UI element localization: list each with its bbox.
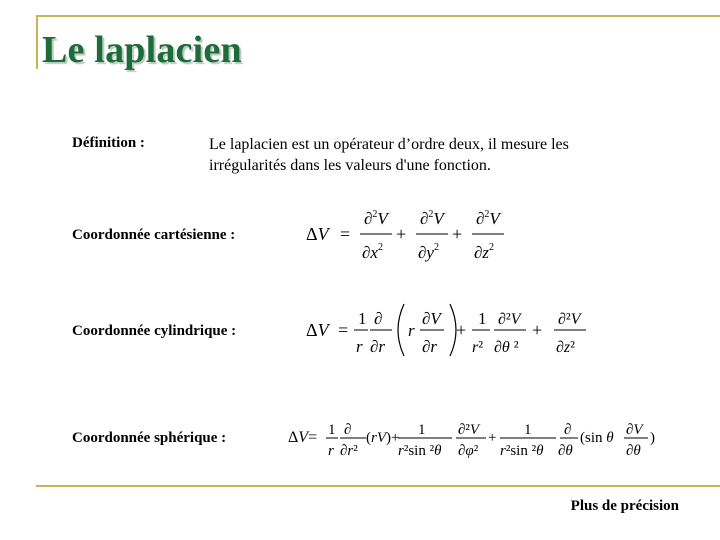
svg-text:(sin θ: (sin θ [580, 430, 614, 446]
svg-text:=: = [340, 224, 351, 244]
svg-text:∂2V: ∂$^2$V [364, 209, 388, 228]
svg-text:∂r²: ∂r² [340, 443, 358, 459]
svg-text:∂φ²: ∂φ² [458, 443, 479, 459]
svg-text:r²sin ²θ: r²sin ²θ [398, 443, 442, 459]
more-precision-link[interactable]: Plus de précision [570, 498, 679, 514]
svg-text:1: 1 [478, 309, 487, 328]
cartesian-label: Coordonnée cartésienne : [72, 227, 236, 243]
cylindrical-label: Coordonnée cylindrique : [72, 323, 237, 339]
svg-text:ΔV=: ΔV= [288, 429, 318, 446]
svg-text:∂x2: $\partial x^2$ [362, 242, 383, 262]
svg-text:∂θ: ∂θ [626, 443, 641, 459]
svg-text:1: 1 [328, 422, 336, 438]
spherical-label: Coordonnée sphérique : [72, 430, 227, 446]
cylindrical-formula [300, 296, 590, 367]
svg-text:∂z2: $\partial z^2$ [474, 242, 495, 262]
svg-text:∂z²: ∂z² [556, 339, 575, 356]
svg-text:(rV)+: (rV)+ [366, 430, 400, 446]
svg-text:∂θ ²: ∂θ ² [494, 339, 519, 356]
svg-text:r: r [328, 443, 334, 459]
definition-label: Définition : [72, 135, 145, 151]
svg-text:∂2V: ∂$^2$V [420, 209, 444, 228]
svg-text:∂²V: ∂²V [558, 311, 581, 328]
definition-text: Le laplacien est un opérateur d’ordre deux, il mesure les irrégularités dans les valeurs d'une fonction. [209, 136, 569, 174]
top-rule [36, 15, 720, 17]
svg-text:∂²V: ∂²V [498, 311, 521, 328]
spherical-formula [286, 414, 676, 469]
svg-text:r²sin ²θ: r²sin ²θ [500, 443, 544, 459]
svg-text:+: + [488, 430, 497, 446]
svg-text:ΔV: ΔV [306, 224, 329, 244]
svg-text:∂²V: ∂²V [458, 422, 480, 438]
svg-text:∂y2: $\partial y^2$ [418, 242, 439, 262]
left-rule [36, 15, 38, 69]
svg-text:∂V: ∂V [422, 309, 441, 328]
svg-text:1: 1 [418, 422, 426, 438]
svg-text:1: 1 [524, 422, 532, 438]
svg-text:∂r: ∂r [370, 337, 386, 356]
svg-text:∂r: ∂r [422, 337, 438, 356]
slide-title: Le laplacien [42, 29, 242, 71]
svg-text:+: + [452, 224, 463, 244]
svg-text:r: r [356, 337, 363, 356]
bottom-rule [36, 485, 720, 487]
svg-text:r: r [408, 321, 415, 340]
cartesian-formula [300, 200, 520, 271]
svg-text:+: + [532, 320, 543, 340]
svg-text:∂: ∂ [344, 422, 352, 438]
svg-text:∂: ∂ [374, 309, 383, 328]
svg-text:∂θ: ∂θ [558, 443, 573, 459]
svg-text:1: 1 [358, 309, 367, 328]
svg-text:=: = [338, 320, 349, 340]
svg-text:+: + [456, 320, 467, 340]
svg-text:ΔV: ΔV [306, 320, 329, 340]
svg-text:): ) [650, 430, 655, 446]
svg-text:∂: ∂ [564, 422, 572, 438]
svg-text:r²: r² [472, 339, 484, 356]
svg-text:∂2V: ∂$^2$V [476, 209, 500, 228]
svg-text:∂V: ∂V [626, 422, 643, 438]
svg-text:+: + [396, 224, 407, 244]
